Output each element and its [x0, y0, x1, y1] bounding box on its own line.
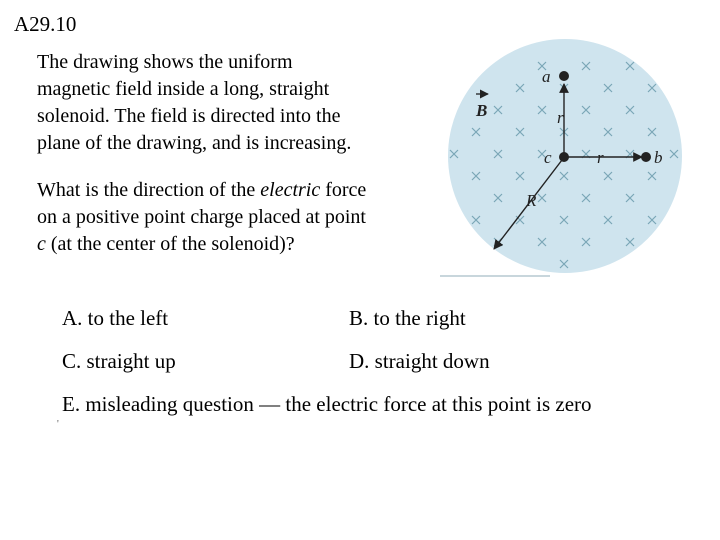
choice-d[interactable]: D. straight down: [349, 349, 490, 373]
radius-label-vertical: r: [557, 108, 564, 127]
choice-c[interactable]: C. straight up: [62, 349, 176, 373]
question-text: What is the direction of the: [37, 179, 261, 201]
question-intro: [37, 49, 351, 157]
point-b-label: b: [654, 148, 663, 167]
question-line: magnetic field inside a long, straight: [37, 78, 330, 100]
slide-title: A29.10: [14, 12, 77, 36]
stray-mark: ': [57, 419, 59, 430]
question-line: on a positive point charge placed at point: [37, 206, 366, 228]
field-label: B: [476, 101, 488, 120]
question-prompt: [37, 177, 366, 258]
point-c-ref: c: [37, 233, 46, 255]
point-a-label: a: [542, 67, 551, 86]
big-radius-label: R: [526, 191, 537, 210]
point-c-label: c: [544, 148, 552, 167]
radius-label-horizontal: r: [597, 148, 604, 167]
question-line: [37, 231, 366, 258]
choice-a[interactable]: A. to the left: [62, 306, 169, 330]
question-text: (at the center of the solenoid)?: [45, 233, 295, 255]
point-b-dot: [641, 152, 651, 162]
point-a-dot: [559, 71, 569, 81]
question-line: plane of the drawing, and is increasing.: [37, 132, 352, 154]
image-credit-line: [440, 275, 550, 277]
question-line: [37, 177, 366, 204]
choice-e[interactable]: E. misleading question — the electric force at this point is zero: [62, 392, 592, 416]
choice-b[interactable]: B. to the right: [349, 306, 466, 330]
solenoid-diagram: [432, 28, 692, 284]
question-text: force: [320, 179, 367, 201]
point-c-dot: [559, 152, 569, 162]
question-line: The drawing shows the uniform: [37, 51, 293, 73]
question-line: solenoid. The field is directed into the: [37, 105, 341, 127]
emphasis-electric: electric: [260, 179, 321, 201]
